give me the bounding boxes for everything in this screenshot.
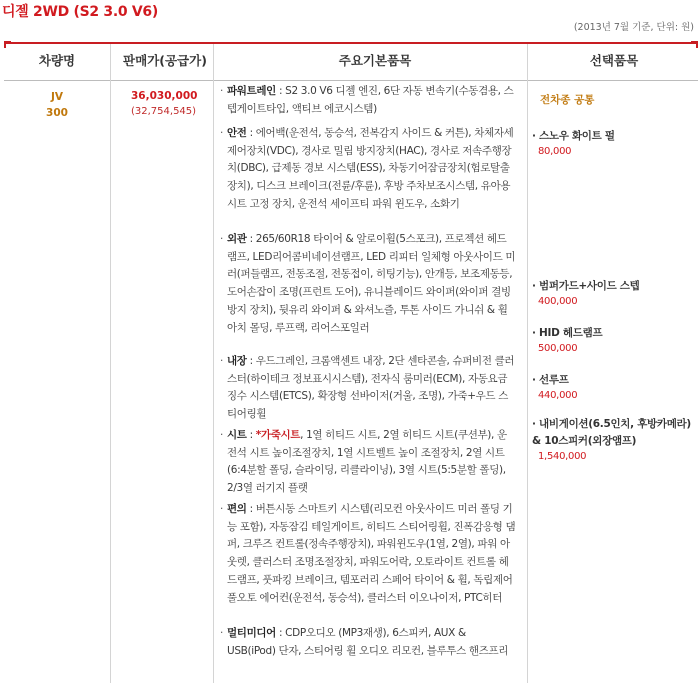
feature-category: 멀티미디어 — [227, 627, 276, 639]
bullet: · — [532, 130, 540, 142]
feature-text: : 우드그레인, 크롬액센트 내장, 2단 센타콘솔, 슈퍼비전 클러스터(하이테크 정보표시시스템), 전자식 룸미러(ECM), 자동요금 징수 시스템(ETCS), 확장형 선바이저(거울, 조명), 가죽+우드 스티어링휠 — [227, 355, 515, 421]
feature-text-prefix: : — [246, 429, 256, 441]
option-price: 500,000 — [538, 343, 578, 354]
option-item — [532, 128, 696, 157]
bullet: · — [220, 355, 223, 367]
option-name: · 선루프 — [532, 374, 569, 386]
feature-convenience — [220, 501, 516, 607]
option-price: 80,000 — [538, 146, 572, 157]
bullet: · — [220, 233, 223, 245]
header-corner-left — [4, 41, 11, 48]
feature-category: 안전 — [227, 127, 247, 139]
option-item — [532, 278, 696, 307]
header-price: 판매가(공급가) — [123, 53, 207, 68]
feature-powertrain — [220, 83, 516, 118]
feature-category: 내장 — [227, 355, 247, 367]
feature-text: : 265/60R18 타이어 & 알로이휠(5스포크), 프로젝션 헤드램프, LED리어콤비네이션램프, LED 리피터 일체형 아웃사이드 미러(퍼들램프, 전동조절, 전동접이, 히팅기능), 안개등, 보조제동등, 도어손잡이 조명(프런트 도어), 유니블레이드 와이퍼(와이퍼 결빙 방지 장치), 뒷유리 와이퍼 & 와셔노즐, 투톤 사이드 가니쉬 & 휠아치 몰딩, 루프랙, 리어스포일러 — [227, 233, 516, 334]
column-divider — [213, 44, 214, 683]
feature-text: : 에어백(운전석, 동승석, 전복감지 사이드 & 커튼), 차체자세제어장치(VDC), 경사로 밀림 방지장치(HAC), 경사로 저속주행장치(DBC), 급제동 경보 시스템(ESS), 차동기어잠금장치(험로탈출장치), 디스크 브레이크(전륜/후륜), 후방 주차보조시스템, 유아용 시트 고정 장치, 운전석 세이프티 파워 윈도우, 소화기 — [227, 127, 514, 210]
feature-category: 편의 — [227, 503, 247, 515]
supply-price: (32,754,545) — [131, 106, 197, 117]
table-header — [4, 42, 698, 81]
header-basic-features: 주요기본품목 — [338, 53, 412, 68]
bullet: · — [532, 327, 540, 339]
feature-multimedia — [220, 625, 516, 660]
option-price: 440,000 — [538, 390, 578, 401]
option-name: · 스노우 화이트 펄 — [532, 130, 615, 142]
option-price: 1,540,000 — [538, 451, 587, 462]
bullet: · — [532, 374, 540, 386]
feature-safety — [220, 125, 516, 214]
option-item — [532, 325, 696, 354]
column-divider — [110, 44, 111, 683]
header-model: 차량명 — [38, 53, 76, 68]
option-price: 400,000 — [538, 296, 578, 307]
feature-text: : 버튼시동 스마트키 시스템(리모컨 아웃사이드 미러 폴딩 기능 포함), 자동잠김 테일게이트, 히티드 스티어링휠, 진폭감응형 댐퍼, 크루즈 컨트롤(정속주행장치), 파워윈도우(1열, 2열), 파워 아웃렛, 클러스터 조명조절장치, 파워도어락, 오토라이트 컨트롤 헤드램프, 풋파킹 브레이크, 템포러리 스페어 타이어 & 휠, 독립제어 풀오토 에어컨(운전석, 동승석), 클러스터 이오나이저, PTC히터 — [227, 503, 516, 604]
bullet: · — [220, 85, 223, 97]
option-name: · 범퍼가드+사이드 스텝 — [532, 280, 640, 292]
bullet: · — [532, 280, 540, 292]
option-item — [532, 372, 696, 401]
model-name-line1: JV — [50, 91, 64, 103]
header-options: 선택품목 — [589, 53, 639, 68]
options-common-label: 전차종 공통 — [540, 94, 595, 106]
feature-seats — [220, 427, 516, 498]
feature-text: : S2 3.0 V6 디젤 엔진, 6단 자동 변속기(수동겸용, 스텝게이트타입, 액티브 에코시스템) — [227, 85, 514, 115]
model-name-line2: 300 — [46, 107, 68, 119]
feature-category: 파워트레인 — [227, 85, 276, 97]
bullet: · — [220, 429, 223, 441]
feature-category: 외관 — [227, 233, 247, 245]
option-name: · 내비게이션(6.5인치, 후방카메라) & 10스피커(외장앰프) — [532, 418, 691, 447]
bullet: · — [220, 627, 223, 639]
feature-category: 시트 — [227, 429, 247, 441]
option-name: · HID 헤드램프 — [532, 327, 603, 339]
sale-price: 36,030,000 — [131, 90, 198, 102]
bullet: · — [220, 127, 223, 139]
column-divider — [527, 44, 528, 683]
header-corner-right — [691, 41, 698, 48]
bullet: · — [532, 418, 540, 430]
price-basis-note: (2013년 7월 기준, 단위: 원) — [573, 22, 694, 33]
option-item — [532, 416, 696, 462]
bullet: · — [220, 503, 223, 515]
feature-text: : CDP오디오 (MP3재생), 6스피커, AUX & USB(iPod) 단자, 스티어링 휠 오디오 리모컨, 블루투스 핸즈프리 — [227, 627, 509, 657]
page-title: 디젤 2WD (S2 3.0 V6) — [2, 4, 158, 20]
feature-exterior — [220, 231, 516, 337]
feature-text: , 1열 히티드 시트, 2열 히티드 시트(쿠션부), 운전석 시트 높이조절장치, 1열 시트벨트 높이 조절장치, 2열 시트(6:4분할 폴딩, 슬라이딩, 리클라이닝), 3열 시트(5:5분할 폴딩), 2/3열 러기지 플랫 — [227, 429, 507, 495]
feature-interior — [220, 353, 516, 424]
leather-seat-highlight: *가죽시트 — [255, 429, 301, 441]
